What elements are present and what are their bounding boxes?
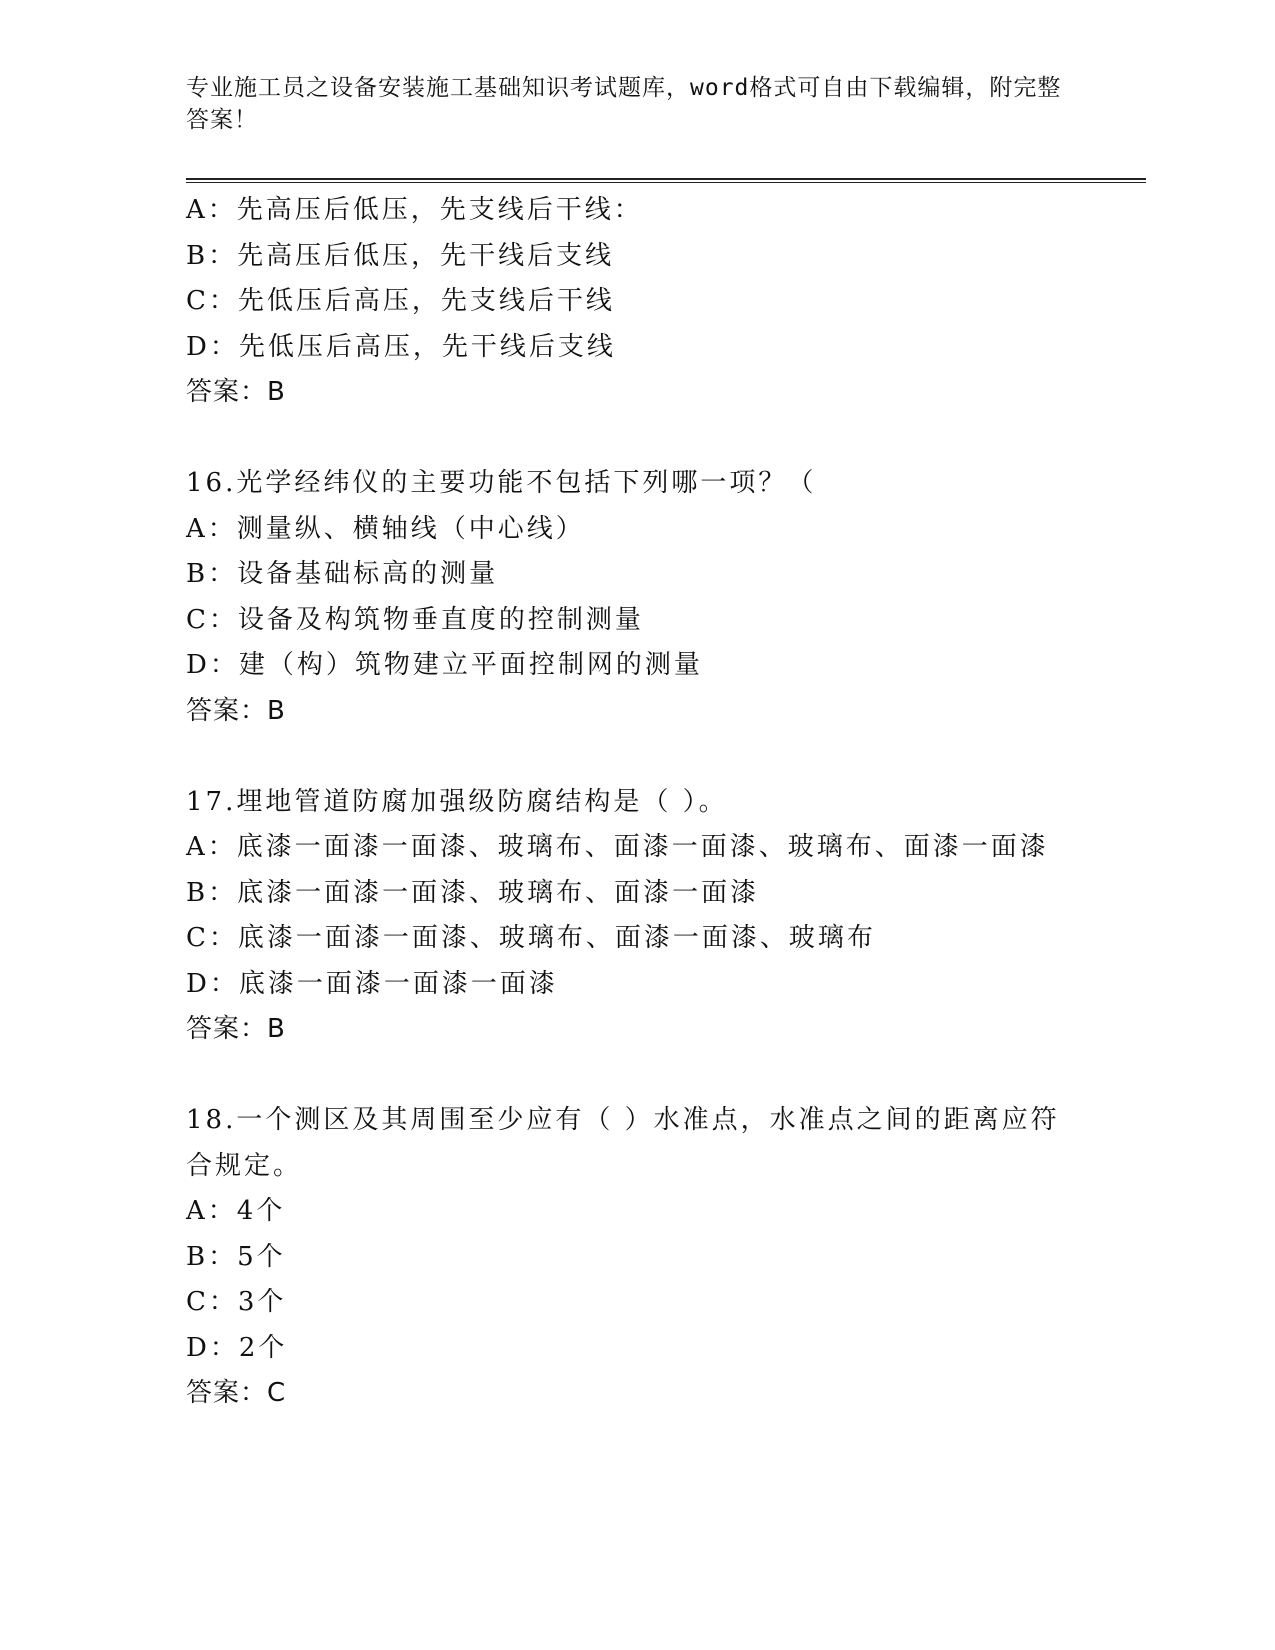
question-list [186,188,1146,1417]
option-b: B：设备基础标高的测量 [186,559,499,589]
answer-line: 答案：B [186,377,286,407]
option-b: B：底漆一面漆一面漆、玻璃布、面漆一面漆 [186,877,760,908]
answer-line: 答案：B [186,1014,286,1044]
option-a: A：4个 [186,1196,286,1226]
previous-question-options [186,188,1146,416]
question-17 [186,780,1146,1053]
question-16 [186,461,1146,734]
option-c: C：3个 [186,1287,287,1317]
spacer [186,416,1146,462]
option-a: A：底漆一面漆一面漆、玻璃布、面漆一面漆、玻璃布、面漆一面漆 [186,832,1049,862]
option-a: A：测量纵、横轴线（中心线） [186,513,585,544]
option-c: C：底漆一面漆一面漆、玻璃布、面漆一面漆、玻璃布 [186,923,876,953]
document-header: 专业施工员之设备安装施工基础知识考试题库，word格式可自由下载编辑，附完整答案！ [186,75,1062,133]
option-d: D：底漆一面漆一面漆一面漆 [186,968,558,999]
answer-line: 答案：B [186,695,286,726]
spacer [186,734,1146,780]
option-a: A：先高压后低压，先支线后干线： [186,195,643,225]
option-b: B：先高压后低压，先干线后支线 [186,240,615,271]
option-c: C：设备及构筑物垂直度的控制测量 [186,604,644,635]
header-divider [186,178,1146,183]
question-text: 16.光学经纬仪的主要功能不包括下列哪一项？（ [186,468,817,498]
option-b: B：5个 [186,1241,286,1272]
option-d: D：建（构）筑物建立平面控制网的测量 [186,650,703,680]
option-c: C：先低压后高压，先支线后干线 [186,286,615,316]
option-d: D：2个 [186,1332,288,1363]
question-text: 18.一个测区及其周围至少应有（ ）水准点，水准点之间的距离应符合规定。 [186,1105,1060,1181]
question-text: 17.埋地管道防腐加强级防腐结构是（ ）。 [186,786,728,817]
spacer [186,1053,1146,1099]
answer-line: 答案：C [186,1378,287,1408]
question-18 [186,1098,1146,1417]
option-d: D：先低压后高压，先干线后支线 [186,331,616,362]
